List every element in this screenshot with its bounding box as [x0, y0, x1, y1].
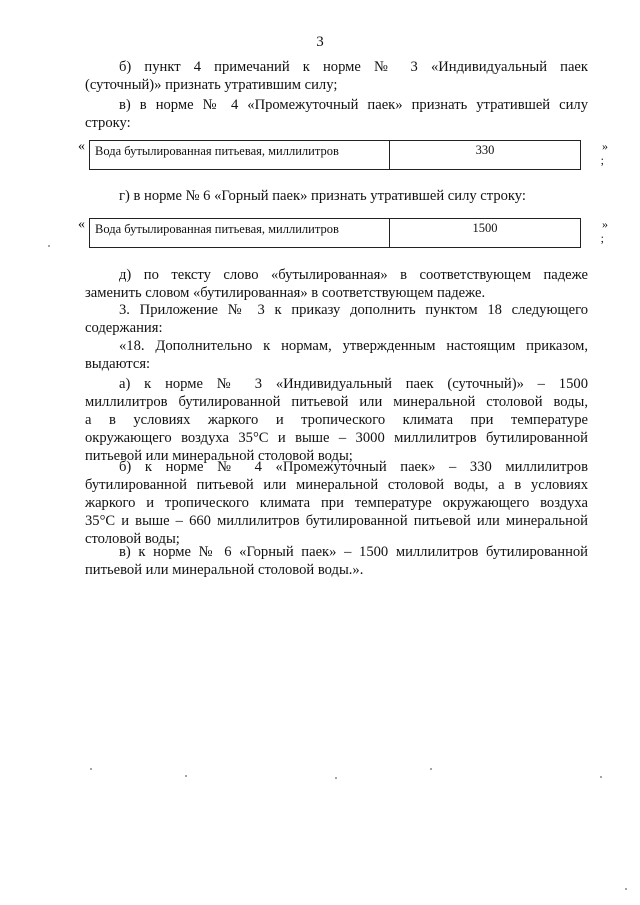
- item-b-line1: б) пункт 4 примечаний к норме № 3 «Индивидуальный паек: [119, 59, 588, 75]
- sub-a-line2: миллилитров бутилированной питьевой или минеральной столовой воды,: [85, 394, 588, 410]
- item-d-line1: д) по тексту слово «бутылированная» в соответствующем падеже: [119, 267, 588, 283]
- item-d-line2: заменить словом «бутилированная» в соответствующем падеже.: [85, 285, 486, 301]
- sub-a-line3: а в условиях жаркого и тропического климата при температуре: [85, 412, 588, 428]
- sub-v-line2: питьевой или минеральной столовой воды.».: [85, 562, 364, 578]
- table-1-item: Вода бутылированная питьевая, миллилитров: [90, 141, 390, 169]
- scan-speck: [335, 777, 337, 779]
- sub-v-line1: в) к норме № 6 «Горный паек» – 1500 миллилитров бутилированной: [119, 544, 588, 560]
- table-1: [89, 140, 581, 170]
- item-b-line2: (суточный)» признать утратившим силу;: [85, 77, 338, 93]
- table-2-item: Вода бутылированная питьевая, миллилитров: [90, 219, 390, 247]
- semicolon: ;: [600, 153, 604, 167]
- item-v-line2: строку:: [85, 115, 131, 131]
- item-v-line1: в) в норме № 4 «Промежуточный паек» признать утратившей силу: [119, 97, 588, 113]
- scan-speck: [430, 768, 432, 770]
- semicolon: ;: [600, 231, 604, 245]
- table-row-1: [78, 140, 608, 170]
- scan-speck: [185, 775, 187, 777]
- quote-close: »: [602, 217, 608, 231]
- sub-b-line4: 35°С и выше – 660 миллилитров бутилированной питьевой или минеральной: [85, 513, 588, 529]
- sub-b-line2: бутилированной питьевой или минеральной столовой воды, а в условиях: [85, 477, 588, 493]
- p18-line2: выдаются:: [85, 356, 151, 372]
- scan-speck: [600, 776, 602, 778]
- scan-speck: [625, 888, 627, 890]
- quote-open: «: [78, 139, 85, 154]
- table-2-value: 1500: [472, 221, 498, 235]
- page-number: 3: [316, 34, 324, 50]
- table-2: [89, 218, 581, 248]
- sub-a-line1: а) к норме № 3 «Индивидуальный паек (суточный)» – 1500: [119, 376, 588, 392]
- p18-line1: «18. Дополнительно к нормам, утвержденным настоящим приказом,: [119, 338, 588, 354]
- quote-close: »: [602, 139, 608, 153]
- quote-open: «: [78, 217, 85, 232]
- scan-speck: [90, 768, 92, 770]
- sub-a-line5: питьевой или минеральной столовой воды;: [85, 448, 353, 464]
- table-row-2: [78, 218, 608, 248]
- sub-a-line4: окружающего воздуха 35°С и выше – 3000 миллилитров бутилированной: [85, 430, 588, 446]
- sub-b-line1: б) к норме № 4 «Промежуточный паек» – 330 миллилитров: [119, 459, 588, 475]
- scan-speck: [48, 245, 50, 247]
- sub-b-line3: жаркого и тропического климата при температуре окружающего воздуха: [85, 495, 588, 511]
- sub-b-line5: столовой воды;: [85, 531, 180, 547]
- point-3-line1: 3. Приложение № 3 к приказу дополнить пунктом 18 следующего: [119, 302, 588, 318]
- point-3-line2: содержания:: [85, 320, 163, 336]
- table-1-value: 330: [475, 143, 495, 157]
- item-g: г) в норме № 6 «Горный паек» признать утратившей силу строку:: [119, 188, 526, 204]
